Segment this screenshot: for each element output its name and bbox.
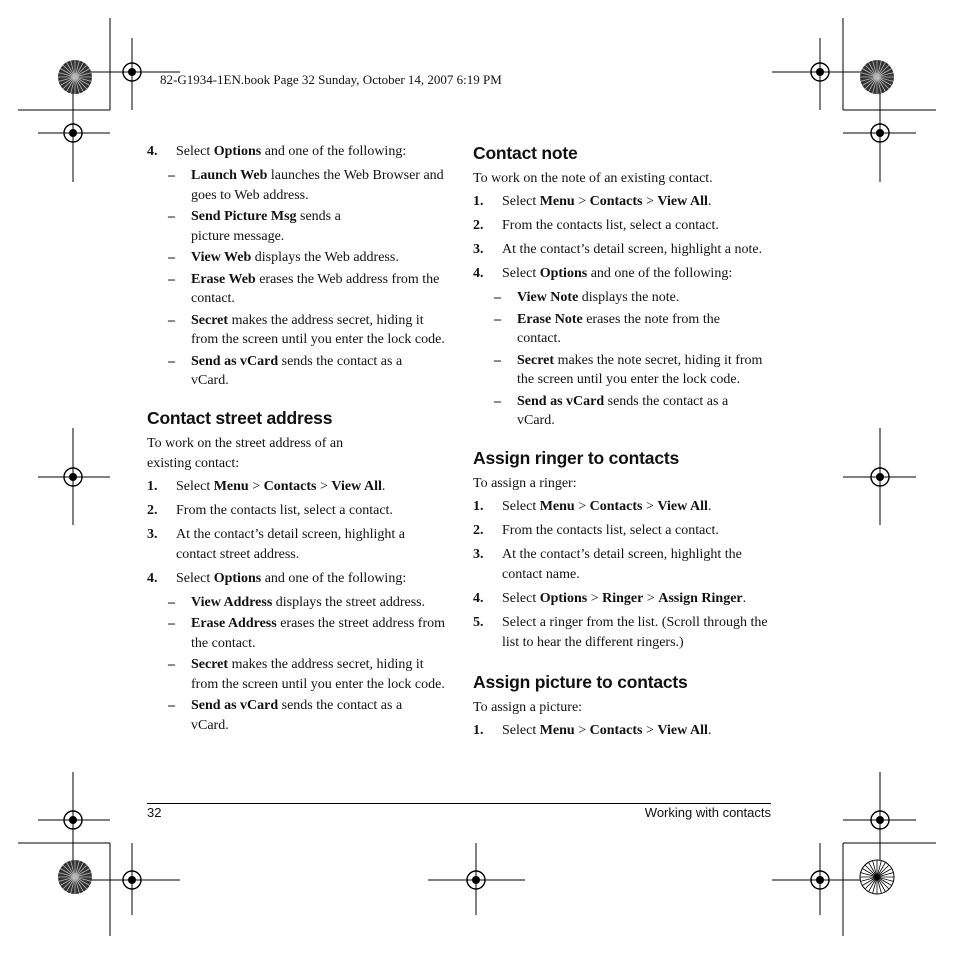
step-2: 2. From the contacts list, select a contact.: [147, 502, 393, 518]
step-4-options: 4. Select Options and one of the following:: [147, 142, 447, 162]
sub-item: – Launch Web launches the Web Browser and goes to Web address.: [168, 168, 444, 203]
step-2: 2. From the contacts list, select a contact.: [473, 218, 719, 233]
sub-item: – View Note displays the note.: [494, 290, 680, 305]
step-1: 1. Select Menu > Contacts > View All.: [473, 194, 712, 209]
left-column: [147, 142, 447, 737]
step-3: 3. At the contact’s detail screen, highlight the contact name.: [473, 546, 742, 582]
sub-item: – Secret makes the note secret, hiding it from the screen until you enter the lock code.: [494, 352, 763, 387]
sub-item: – Secret makes the address secret, hiding it from the screen until you enter the lock code.: [168, 657, 445, 692]
sub-item: – Erase Address erases the street address from the contact.: [168, 616, 446, 651]
sub-item: – Send as vCard sends the contact as a vCard.: [168, 698, 403, 733]
sub-item: – View Address displays the street address.: [168, 594, 426, 610]
step-1: 1. Select Menu > Contacts > View All.: [473, 498, 712, 514]
step-3: 3. At the contact’s detail screen, highlight a note.: [473, 242, 763, 257]
right-column: [473, 142, 773, 745]
sub-item: – Send as vCard sends the contact as a vCard.: [494, 393, 729, 428]
section-intro: To work on the street address of an existing contact:: [147, 435, 344, 471]
sub-item: – Erase Web erases the Web address from the contact.: [168, 271, 440, 306]
footer-rule: [147, 803, 771, 804]
section-heading-assign-ringer: Assign ringer to contacts: [473, 447, 680, 468]
step-4: 4. Select Options > Ringer > Assign Ringer.: [473, 590, 747, 606]
step-2: 2. From the contacts list, select a contact.: [473, 522, 719, 538]
options-label: Options: [213, 144, 262, 159]
section-heading-contact-note: Contact note: [473, 143, 578, 163]
section-intro: To assign a ringer:: [473, 475, 577, 491]
section-heading-assign-picture: Assign picture to contacts: [473, 671, 688, 692]
step-5: 5. Select a ringer from the list. (Scroll through the list to hear the different ringers.): [473, 614, 768, 650]
section-intro: To work on the note of an existing contact.: [473, 171, 713, 186]
step-4: 4. Select Options and one of the following:: [473, 266, 733, 281]
section-intro: To assign a picture:: [473, 699, 583, 715]
step-1: 1. Select Menu > Contacts > View All.: [147, 478, 386, 494]
sub-item: – Send Picture Msg sends a picture message.: [168, 209, 341, 244]
step-3: 3. At the contact’s detail screen, highlight a contact street address.: [147, 526, 405, 562]
step-1: 1. Select Menu > Contacts > View All.: [473, 722, 712, 738]
book-header: 82-G1934-1EN.book Page 32 Sunday, October 14, 2007 6:19 PM: [160, 72, 502, 87]
sub-item: – Secret makes the address secret, hiding it from the screen until you enter the lock code.: [168, 312, 445, 347]
sub-item: – Send as vCard sends the contact as a vCard.: [168, 353, 403, 388]
step-number: 4.: [147, 144, 158, 159]
step-4: 4. Select Options and one of the following:: [147, 570, 407, 586]
footer-section-title: Working with contacts: [644, 805, 771, 820]
sub-item: – Erase Note erases the note from the contact.: [494, 311, 720, 346]
sub-item: – View Web displays the Web address.: [168, 250, 399, 265]
page-number: 32: [147, 805, 162, 820]
section-heading-street-address: Contact street address: [147, 407, 333, 428]
